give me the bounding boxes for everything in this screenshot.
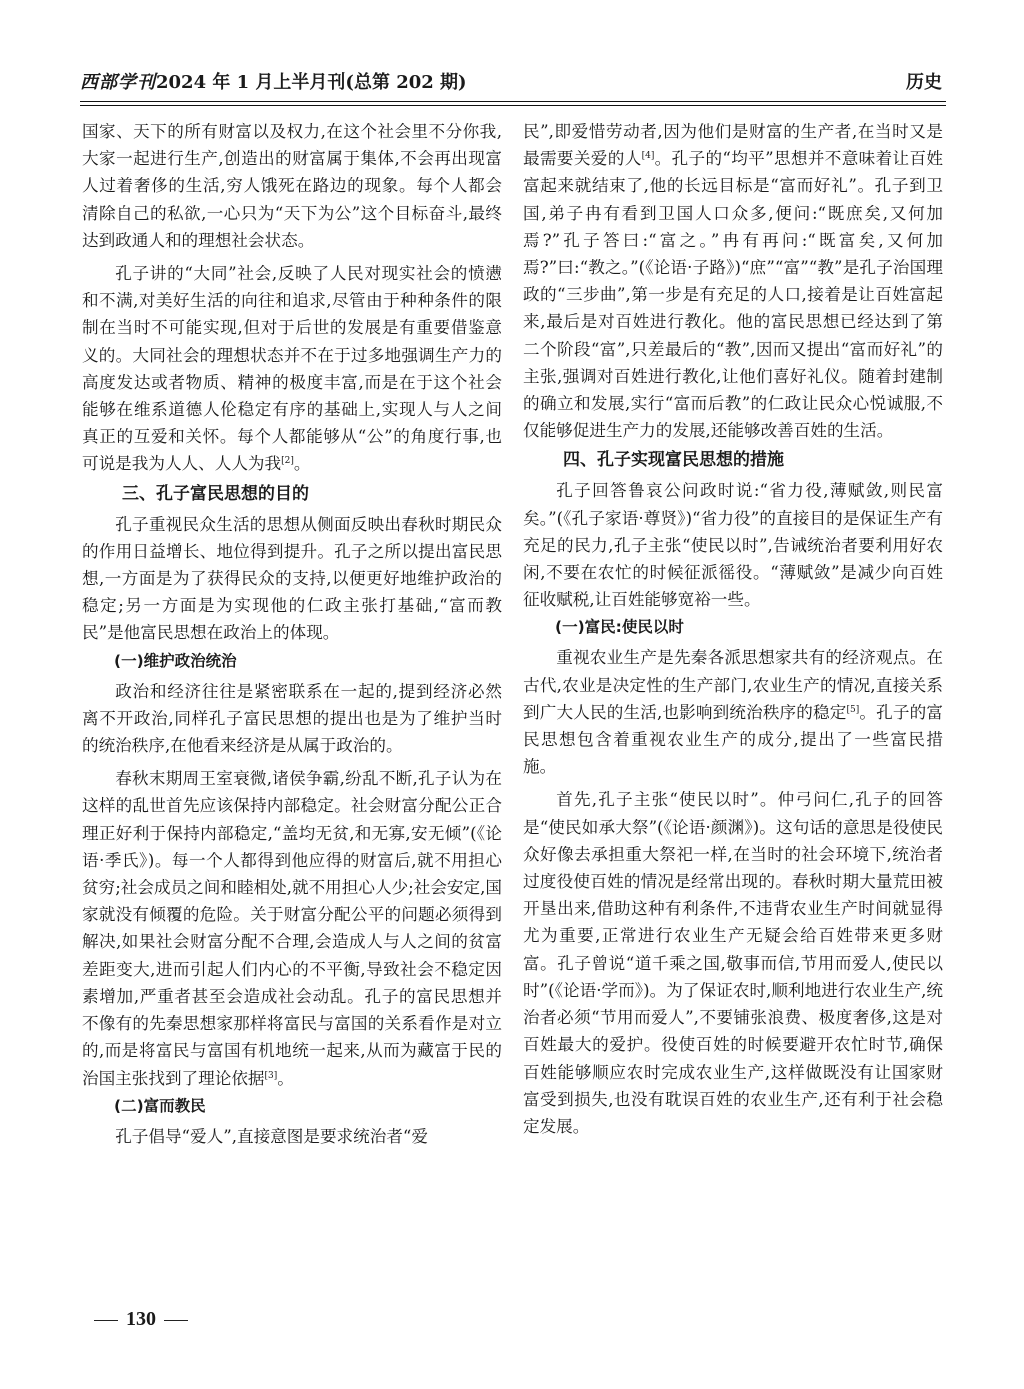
subsection-heading: (一)维护政治统治 xyxy=(114,651,237,670)
issue-info: 2024 年 1 月上半月刊(总第 202 期) xyxy=(156,72,467,93)
paragraph-end: 。 xyxy=(293,454,311,474)
folio-dash-right xyxy=(164,1320,188,1321)
paragraph: 政治和经济往往是紧密联系在一起的,提到经济必然离不开政治,同样孔子富民思想的提出也是为了维护当时的统治秩序,在他看来经济是从属于政治的。 xyxy=(82,681,502,756)
folio-dash-left xyxy=(94,1320,118,1321)
section-heading: 四、孔子实现富民思想的措施 xyxy=(563,450,784,471)
paragraph-text: 孔子讲的“大同”社会,反映了人民对现实社会的愤懑和不满,对美好生活的向往和追求,尽管由于种种条件的限制在当时不可能实现,但对于后世的发展是有重要借鉴意义的。大同社会的理想状态并不在于过多地强调生产力的高度发达或者物质、精神的极度丰富,而是在于这个社会能够在维系道德人伦稳定有序的基础上,实现人与人之间真正的互爱和关怀。每个人都能够从“公”的角度行事,也可说是我为人人、人人为我 xyxy=(82,264,502,474)
subsection-heading: (一)富民:使民以时 xyxy=(555,618,684,637)
citation: [2] xyxy=(281,456,294,467)
left-column xyxy=(82,118,502,1150)
subsection-heading: (二)富而教民 xyxy=(114,1096,206,1115)
running-header xyxy=(80,70,946,98)
paragraph xyxy=(82,260,502,478)
paragraph-text: 。孔子的“均平”思想并不意味着让百姓富起来就结束了,他的长远目标是“富而好礼”。孔子到卫国,弟子冉有看到卫国人口众多,便问:“既庶矣,又何加焉?”孔子答曰:“富之。”冉有再问:“既富矣,又何加焉?”曰:“教之。”(《论语·子路》)“庶”“富”“教”是孔子治国理政的“三步曲”,第一步是有充足的人口,接着是让百姓富起来,最后是对百姓进行教化。他的富民思想已经达到了第二个阶段“富”,只差最后的“教”,因而又提出“富而好礼”的主张,强调对百姓进行教化,让他们喜好礼仪。随着封建制的确立和发展,实行“富而后教”的仁政让民众心悦诚服,不仅能够促进生产力的发展,还能够改善百姓的生活。 xyxy=(523,149,944,441)
journal-logo: 西部学刊 xyxy=(80,72,156,93)
paragraph: 孔子回答鲁哀公问政时说:“省力役,薄赋敛,则民富矣。”(《孔子家语·尊贤》)“省力役”的直接目的是保证生产有充足的民力,孔子主张“使民以时”,告诫统治者要利用好农闲,不要在农忙的时候征派徭役。“薄赋敛”是减少向百姓征收赋税,让百姓能够宽裕一些。 xyxy=(523,481,943,610)
paragraph-text: 。孔子的富民思想包含着重视农业生产的成分,提出了一些富民措施。 xyxy=(523,702,943,777)
citation: [3] xyxy=(264,1070,278,1081)
paragraph: 孔子重视民众生活的思想从侧面反映出春秋时期民众的作用日益增长、地位得到提升。孔子之所以提出富民思想,一方面是为了获得民众的支持,以便更好地维护政治的稳定;另一方面是为实现他的仁政主张打基础,“富而教民”是他富民思想在政治上的体现。 xyxy=(82,514,502,643)
citation: [4] xyxy=(641,151,655,162)
paragraph xyxy=(523,118,943,444)
page-number-text: 130 xyxy=(126,1308,156,1330)
paragraph xyxy=(82,765,502,1091)
header-rule xyxy=(80,101,946,102)
section-label: 历史 xyxy=(906,72,942,93)
right-column xyxy=(523,118,943,1140)
journal-title xyxy=(80,70,467,96)
header-rule-thin xyxy=(80,105,946,106)
paragraph: 国家、天下的所有财富以及权力,在这个社会里不分你我,大家一起进行生产,创造出的财富属于集体,不会再出现富人过着奢侈的生活,穷人饿死在路边的现象。每个人都会清除自己的私欲,一心只为“天下为公”这个目标奋斗,最终达到政通人和的理想社会状态。 xyxy=(82,122,502,250)
paragraph-text: 重视农业生产是先秦各派思想家共有的经济观点。在古代,农业是决定性的生产部门,农业生产的情况,直接关系到广大人民的生活,也影响到统治秩序的稳定 xyxy=(523,648,943,722)
paragraph-text: 民”,即爱惜劳动者,因为他们是财富的生产者,在当时又是最需要关爱的人 xyxy=(523,122,943,169)
citation: [5] xyxy=(846,704,860,715)
page-number xyxy=(86,1306,196,1332)
paragraph: 首先,孔子主张“使民以时”。仲弓问仁,孔子的回答是“使民如承大祭”(《论语·颜渊》)。这句话的意思是役使民众好像去承担重大祭祀一样,在当时的社会环境下,统治者过度役使百姓的情况是经常出现的。春秋时期大量荒田被开垦出来,借助这种有利条件,不违背农业生产时间就显得尤为重要,正常进行农业生产无疑会给百姓带来更多财富。孔子曾说“道千乘之国,敬事而信,节用而爱人,使民以时”(《论语·学而》)。为了保证农时,顺利地进行农业生产,统治者必须“节用而爱人”,不要铺张浪费、极度奢侈,这是对百姓最大的爱护。役使百姓的时候要避开农忙时节,确保百姓能够顺应农时完成农业生产,这样做既没有让国家财富受到损失,也没有耽误百姓的农业生产,还有利于社会稳定发展。 xyxy=(523,790,943,1136)
section-heading: 三、孔子富民思想的目的 xyxy=(122,483,309,504)
paragraph-text: 春秋末期周王室衰微,诸侯争霸,纷乱不断,孔子认为在这样的乱世首先应该保持内部稳定。社会财富分配公正合理正好利于保持内部稳定,“盖均无贫,和无寡,安无倾”(《论语·季氏》)。每一个人都得到他应得的财富后,就不用担心贫穷;社会成员之间和睦相处,就不用担心人少;社会安定,国家就没有倾覆的危险。关于财富分配公平的问题必须得到解决,如果社会财富分配不合理,会造成人与人之间的贫富差距变大,进而引起人们内心的不平衡,导致社会不稳定因素增加,严重者甚至会造成社会动乱。孔子的富民思想并不像有的先秦思想家那样将富民与富国的关系看作是对立的,而是将富民与富国有机地统一起来,从而为藏富于民的治国主张找到了理论依据 xyxy=(82,769,502,1088)
paragraph xyxy=(523,644,943,780)
paragraph: 孔子倡导“爱人”,直接意图是要求统治者“爱 xyxy=(115,1126,429,1146)
paragraph-end: 。 xyxy=(277,1068,294,1088)
